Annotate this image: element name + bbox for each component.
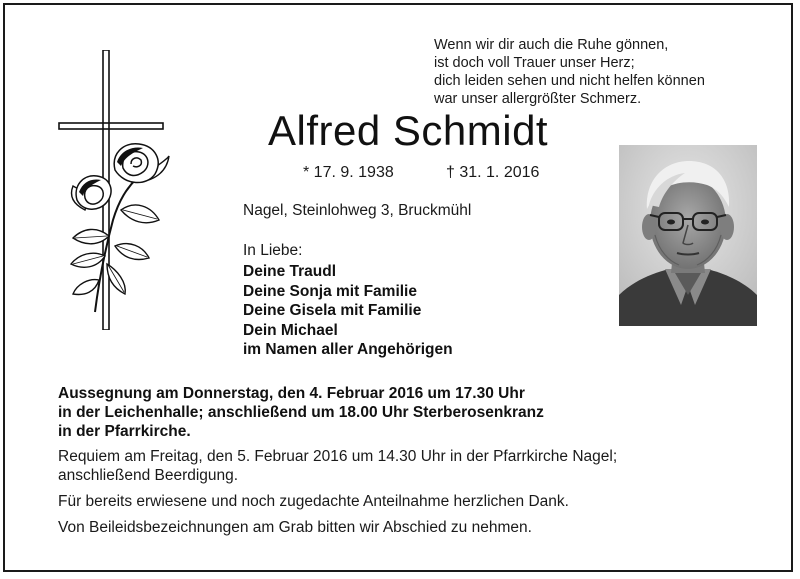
cross-with-rose-icon <box>55 50 175 330</box>
mourner: Deine Sonja mit Familie <box>243 282 417 300</box>
life-dates <box>303 163 540 183</box>
requiem-line: Requiem am Freitag, den 5. Februar 2016 um 14.30 Uhr in der Pfarrkirche Nagel; <box>58 448 618 465</box>
service-info <box>58 384 617 537</box>
service-line-bold: Aussegnung am Donnerstag, den 4. Februar 2016 um 17.30 Uhr <box>58 385 525 402</box>
poem-line: ist doch voll Trauer unser Herz; <box>434 55 635 71</box>
service-line-bold: in der Pfarrkirche. <box>58 423 191 440</box>
address: Nagel, Steinlohweg 3, Bruckmühl <box>243 202 472 219</box>
poem-line: war unser allergrößter Schmerz. <box>434 91 642 107</box>
birth-date: * 17. 9. 1938 <box>303 164 394 181</box>
mourner: Deine Traudl <box>243 263 337 281</box>
mourner: Dein Michael <box>243 321 338 339</box>
mourner: im Namen aller Angehörigen <box>243 341 453 359</box>
deceased-name: Alfred Schmidt <box>268 107 549 154</box>
poem-line: dich leiden sehen und nicht helfen können <box>434 73 705 89</box>
poem <box>434 36 705 108</box>
mourners-intro: In Liebe: <box>243 242 303 259</box>
requiem-line: anschließend Beerdigung. <box>58 467 239 484</box>
mourners-list <box>243 241 453 359</box>
grave-note-line: Von Beileidsbezeichnungen am Grab bitten wir Abschied zu nehmen. <box>58 519 532 536</box>
mourner: Deine Gisela mit Familie <box>243 302 422 320</box>
death-date: † 31. 1. 2016 <box>446 164 540 181</box>
thanks-line: Für bereits erwiesene und noch zugedachte Anteilnahme herzlichen Dank. <box>58 493 569 510</box>
portrait-photo <box>619 145 757 326</box>
poem-line: Wenn wir dir auch die Ruhe gönnen, <box>434 37 669 53</box>
service-line-bold: in der Leichenhalle; anschließend um 18.00 Uhr Sterberosenkranz <box>58 404 544 421</box>
